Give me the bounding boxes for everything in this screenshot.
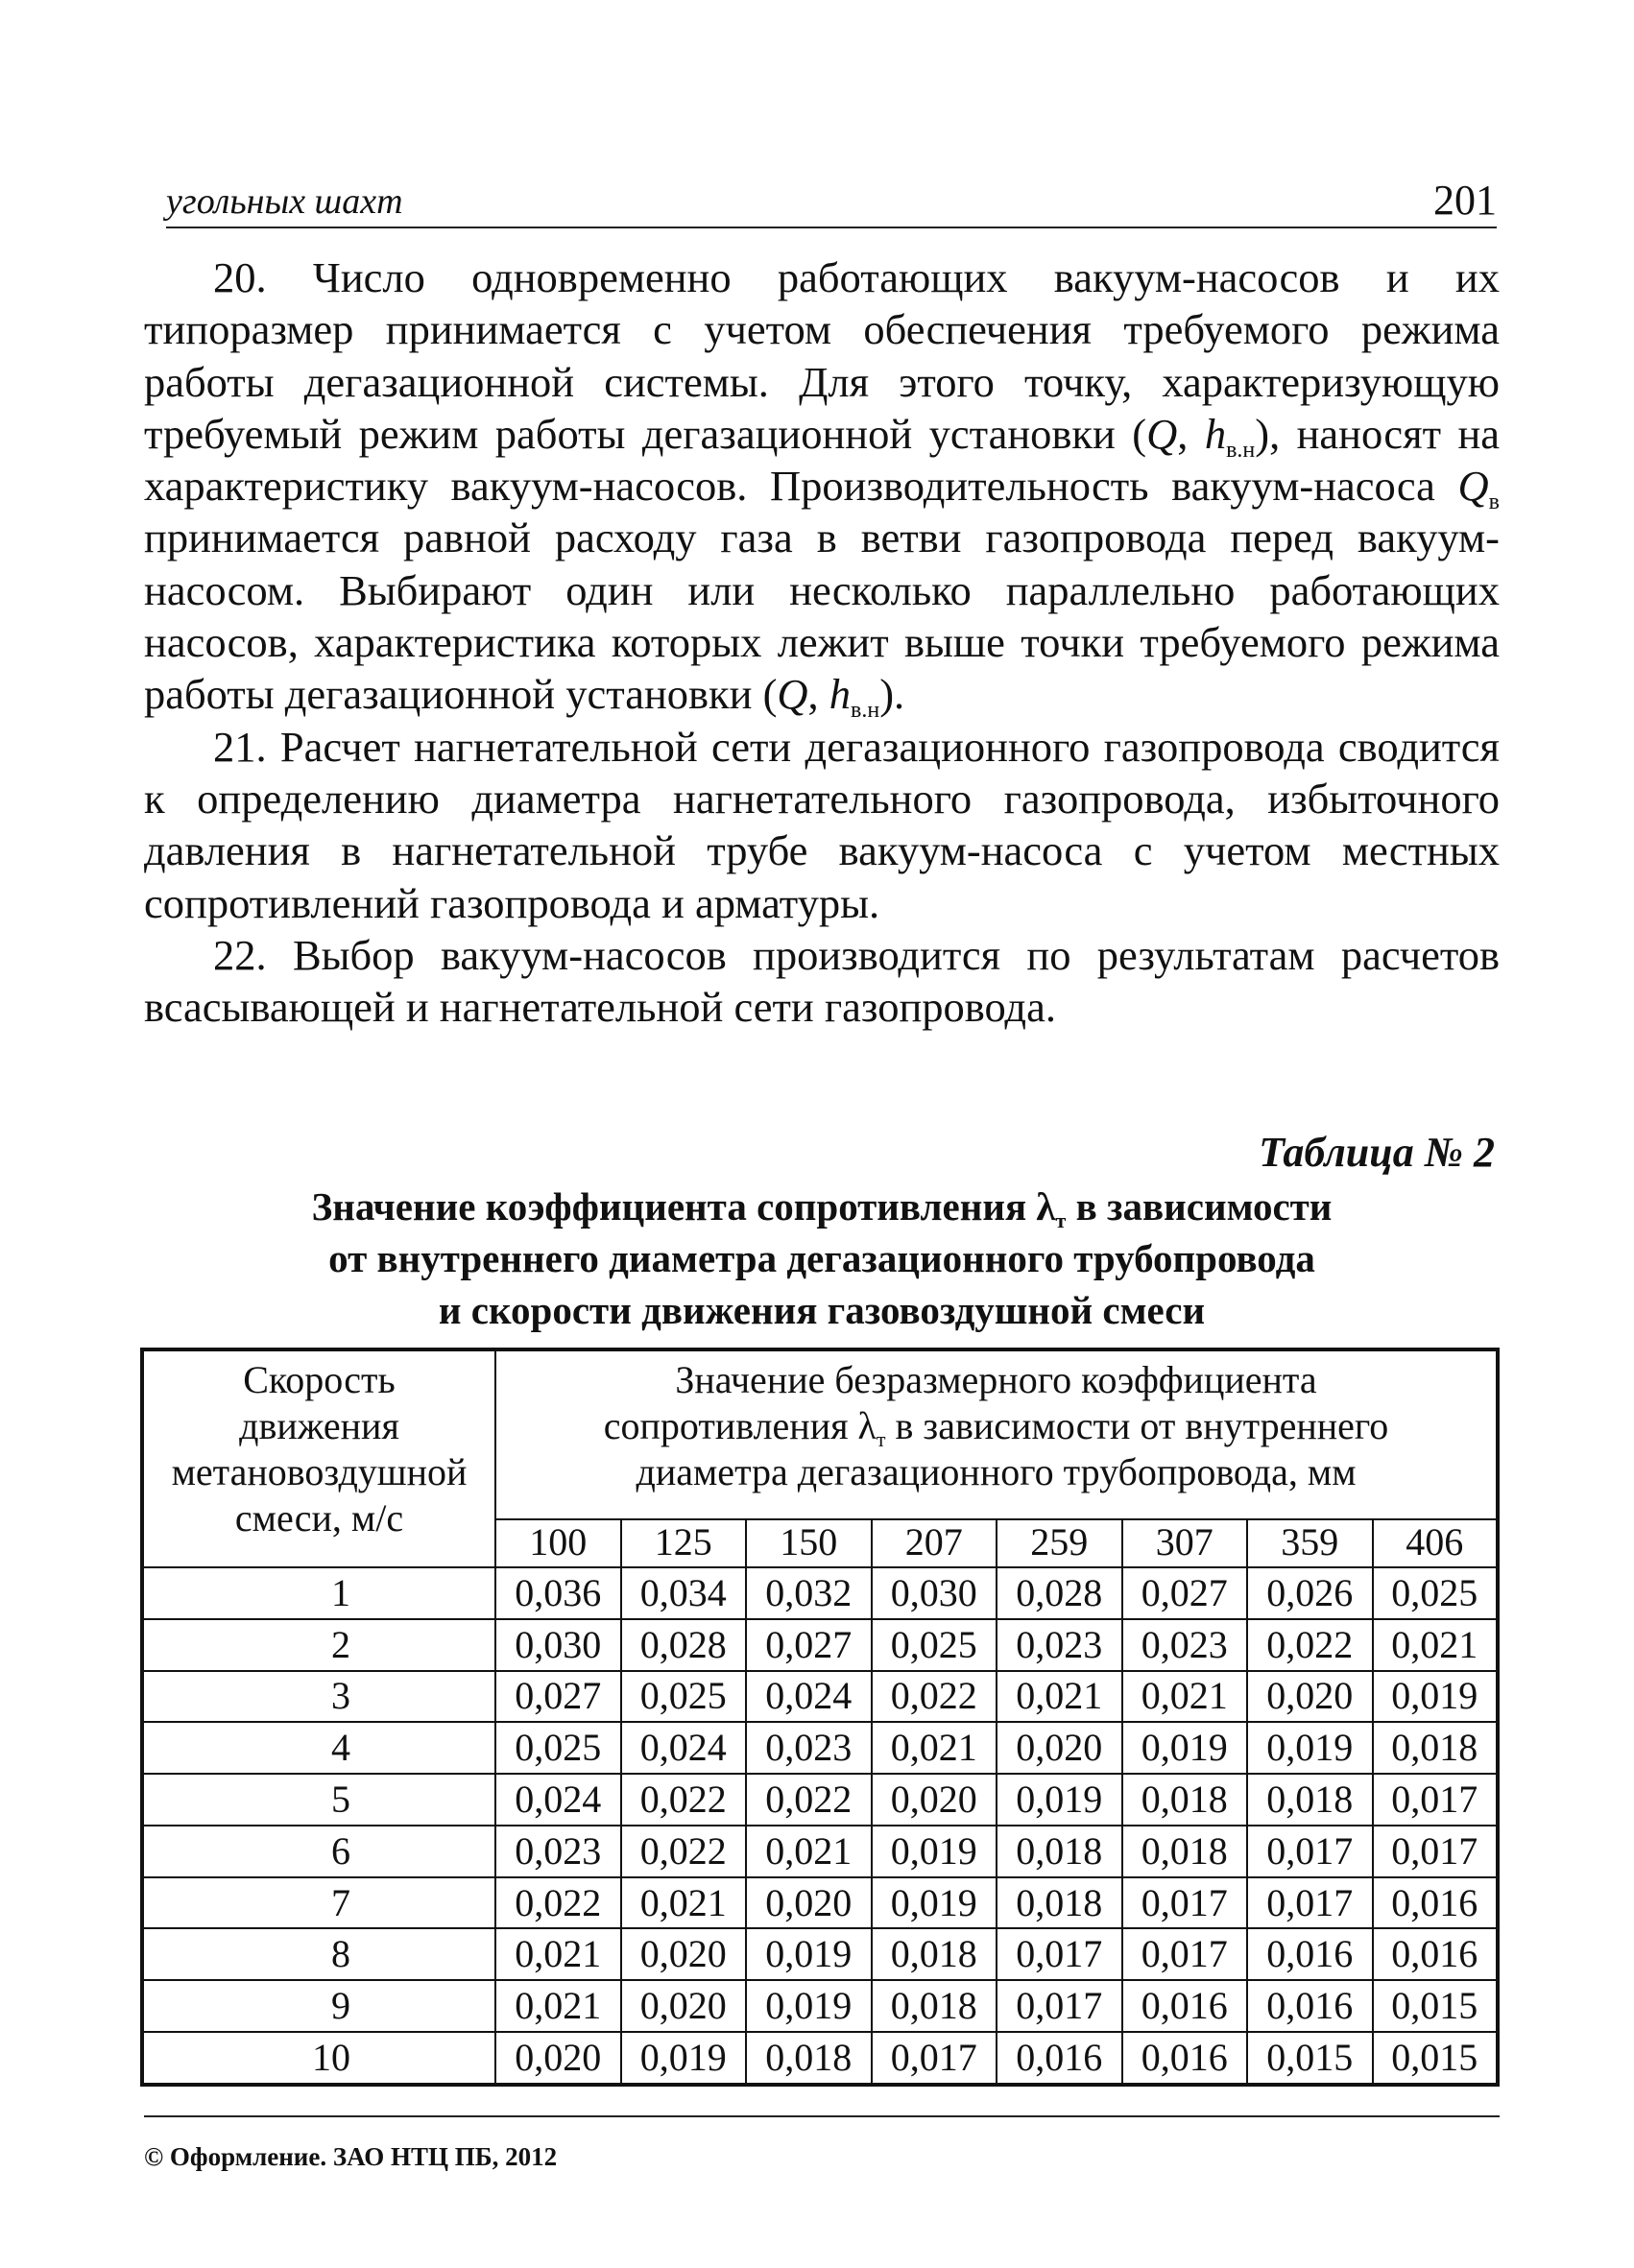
coefficient-cell: 0,019 [997,1774,1122,1826]
coefficient-cell: 0,019 [746,1928,872,1980]
coefficient-cell: 0,018 [997,1826,1122,1877]
speed-cell: 10 [142,2032,495,2085]
coefficient-cell: 0,027 [495,1671,621,1723]
coefficient-cell: 0,030 [872,1567,997,1619]
coefficient-cell: 0,018 [872,1928,997,1980]
diameter-header: 359 [1247,1519,1373,1567]
coefficient-cell: 0,017 [1247,1877,1373,1929]
coefficient-cell: 0,019 [1373,1671,1499,1723]
coefficient-cell: 0,017 [872,2032,997,2085]
coefficient-cell: 0,025 [495,1722,621,1774]
coefficient-cell: 0,021 [495,1980,621,2032]
coefficient-cell: 0,017 [1247,1826,1373,1877]
footer-divider [144,2115,1500,2117]
coefficient-cell: 0,022 [872,1671,997,1723]
coefficient-cell: 0,021 [621,1877,747,1929]
coefficient-cell: 0,020 [495,2032,621,2085]
coefficient-cell: 0,023 [495,1826,621,1877]
running-header-section: угольных шахт [166,181,403,222]
table-row [142,1567,1498,1619]
coefficient-cell: 0,022 [746,1774,872,1826]
body-text [144,251,1500,1033]
speed-cell: 9 [142,1980,495,2032]
speed-cell: 4 [142,1722,495,1774]
table-title-line-3: и скорости движения газовоздушной смеси [438,1288,1206,1332]
paragraph-22: 22. Выбор вакуум-насосов производится по результатам расчетов всасывающей и нагнетательной сети газопровода. [144,930,1500,1032]
running-header [166,179,1497,228]
coefficient-cell: 0,023 [1122,1619,1248,1671]
coefficient-cell: 0,020 [746,1877,872,1929]
coefficient-cell: 0,022 [1247,1619,1373,1671]
speed-cell: 5 [142,1774,495,1826]
table-row [142,1619,1498,1671]
table-title [144,1181,1500,1336]
coefficient-cell: 0,018 [1373,1722,1499,1774]
coefficient-cell: 0,021 [1373,1619,1499,1671]
coefficient-cell: 0,020 [621,1928,747,1980]
coefficient-cell: 0,015 [1247,2032,1373,2085]
coefficient-cell: 0,030 [495,1619,621,1671]
coefficient-cell: 0,016 [997,2032,1122,2085]
coefficient-cell: 0,024 [621,1722,747,1774]
speed-cell: 8 [142,1928,495,1980]
speed-column-header: Скорость движения метановоздушной смеси, м/с [142,1349,495,1567]
coefficient-cell: 0,025 [621,1671,747,1723]
coefficient-cell: 0,023 [746,1722,872,1774]
table-row [142,1774,1498,1826]
coefficient-cell: 0,027 [1122,1567,1248,1619]
coefficient-cell: 0,017 [1122,1877,1248,1929]
table-row [142,1980,1498,2032]
coefficient-cell: 0,021 [746,1826,872,1877]
speed-cell: 1 [142,1567,495,1619]
coefficient-cell: 0,028 [997,1567,1122,1619]
table-label: Таблица № 2 [1259,1129,1495,1176]
table-row [142,1671,1498,1723]
coefficient-cell: 0,015 [1373,1980,1499,2032]
speed-cell: 2 [142,1619,495,1671]
coefficient-cell: 0,017 [1373,1774,1499,1826]
table-title-line-1: Значение коэффициента сопротивления $\lambda_т$ в зависимости [311,1184,1333,1232]
diameter-header: 307 [1122,1519,1248,1567]
coefficient-cell: 0,017 [1373,1826,1499,1877]
table-row [142,1928,1498,1980]
coefficient-cell: 0,025 [1373,1567,1499,1619]
table-row [142,2032,1498,2085]
coefficient-cell: 0,017 [997,1980,1122,2032]
coefficient-cell: 0,028 [621,1619,747,1671]
diameter-header: 100 [495,1519,621,1567]
coefficient-cell: 0,018 [997,1877,1122,1929]
coefficient-cell: 0,025 [872,1619,997,1671]
diameter-header: 207 [872,1519,997,1567]
table-row [142,1826,1498,1877]
coefficient-cell: 0,020 [621,1980,747,2032]
coefficient-cell: 0,032 [746,1567,872,1619]
coefficient-cell: 0,017 [1122,1928,1248,1980]
footer-copyright: © Оформление. ЗАО НТЦ ПБ, 2012 [144,2142,558,2171]
coefficient-cell: 0,017 [997,1928,1122,1980]
table-row [142,1722,1498,1774]
speed-cell: 3 [142,1671,495,1723]
coefficient-cell: 0,019 [1122,1722,1248,1774]
table-row [142,1877,1498,1929]
coefficient-cell: 0,026 [1247,1567,1373,1619]
table-title-line-2: от внутреннего диаметра дегазационного трубопровода [328,1236,1315,1280]
coefficient-cell: 0,021 [495,1928,621,1980]
coefficient-cell: 0,034 [621,1567,747,1619]
diameter-header: 259 [997,1519,1122,1567]
coefficient-cell: 0,022 [495,1877,621,1929]
coefficient-cell: 0,018 [1122,1826,1248,1877]
coefficient-cell: 0,016 [1373,1928,1499,1980]
coefficient-cell: 0,019 [1247,1722,1373,1774]
coefficient-cell: 0,018 [872,1980,997,2032]
coefficient-cell: 0,024 [495,1774,621,1826]
coefficient-cell: 0,036 [495,1567,621,1619]
coefficient-cell: 0,023 [997,1619,1122,1671]
table-body [142,1567,1498,2085]
speed-cell: 6 [142,1826,495,1877]
coefficient-cell: 0,019 [872,1826,997,1877]
coefficient-cell: 0,019 [872,1877,997,1929]
diameter-header: 125 [621,1519,747,1567]
coefficient-cell: 0,016 [1247,1980,1373,2032]
coefficient-cell: 0,018 [1247,1774,1373,1826]
coefficient-cell: 0,016 [1247,1928,1373,1980]
diameter-header: 150 [746,1519,872,1567]
coefficient-group-header: Значение безразмерного коэффициента сопротивления $\lambda_т$ в зависимости от внутреннего диаметра дегазационного трубопровода, мм [495,1349,1498,1519]
coefficient-cell: 0,020 [997,1722,1122,1774]
paragraph-20: 20. Число одновременно работающих вакуум-насосов и их типоразмер принимается с учетом обеспечения требуемого режима работы дегазационной системы. Для этого точку, характеризующую требуемый режим работы дегазационной установки (Q, $h_{в.н}$), наносят на характеристику вакуум-насосов. Производительность вакуум-насоса $Q_в$ принимается равной расходу газа в ветви газопровода перед вакуум-насосом. Выбирают один или несколько параллельно работающих насосов, характеристика которых лежит выше точки требуемого режима работы дегазационной установки (Q, $h_{в.н}$). [144,253,1501,724]
paragraph-21: 21. Расчет нагнетательной сети дегазационного газопровода сводится к определению диаметра нагнетательного газопровода, избыточного давления в нагнетательной трубе вакуум-насоса с учетом местных сопротивлений газопровода и арматуры. [144,722,1500,927]
coefficient-cell: 0,024 [746,1671,872,1723]
coefficient-cell: 0,020 [872,1774,997,1826]
coefficient-cell: 0,019 [621,2032,747,2085]
coefficient-cell: 0,015 [1373,2032,1499,2085]
coefficient-table [140,1348,1500,2087]
coefficient-cell: 0,019 [746,1980,872,2032]
coefficient-cell: 0,018 [746,2032,872,2085]
coefficient-cell: 0,016 [1373,1877,1499,1929]
page-number: 201 [1433,177,1497,224]
diameter-header: 406 [1373,1519,1499,1567]
coefficient-cell: 0,022 [621,1826,747,1877]
coefficient-cell: 0,016 [1122,1980,1248,2032]
coefficient-cell: 0,022 [621,1774,747,1826]
coefficient-cell: 0,016 [1122,2032,1248,2085]
coefficient-cell: 0,021 [997,1671,1122,1723]
speed-cell: 7 [142,1877,495,1929]
coefficient-cell: 0,027 [746,1619,872,1671]
coefficient-cell: 0,018 [1122,1774,1248,1826]
coefficient-cell: 0,020 [1247,1671,1373,1723]
coefficient-cell: 0,021 [872,1722,997,1774]
coefficient-cell: 0,021 [1122,1671,1248,1723]
